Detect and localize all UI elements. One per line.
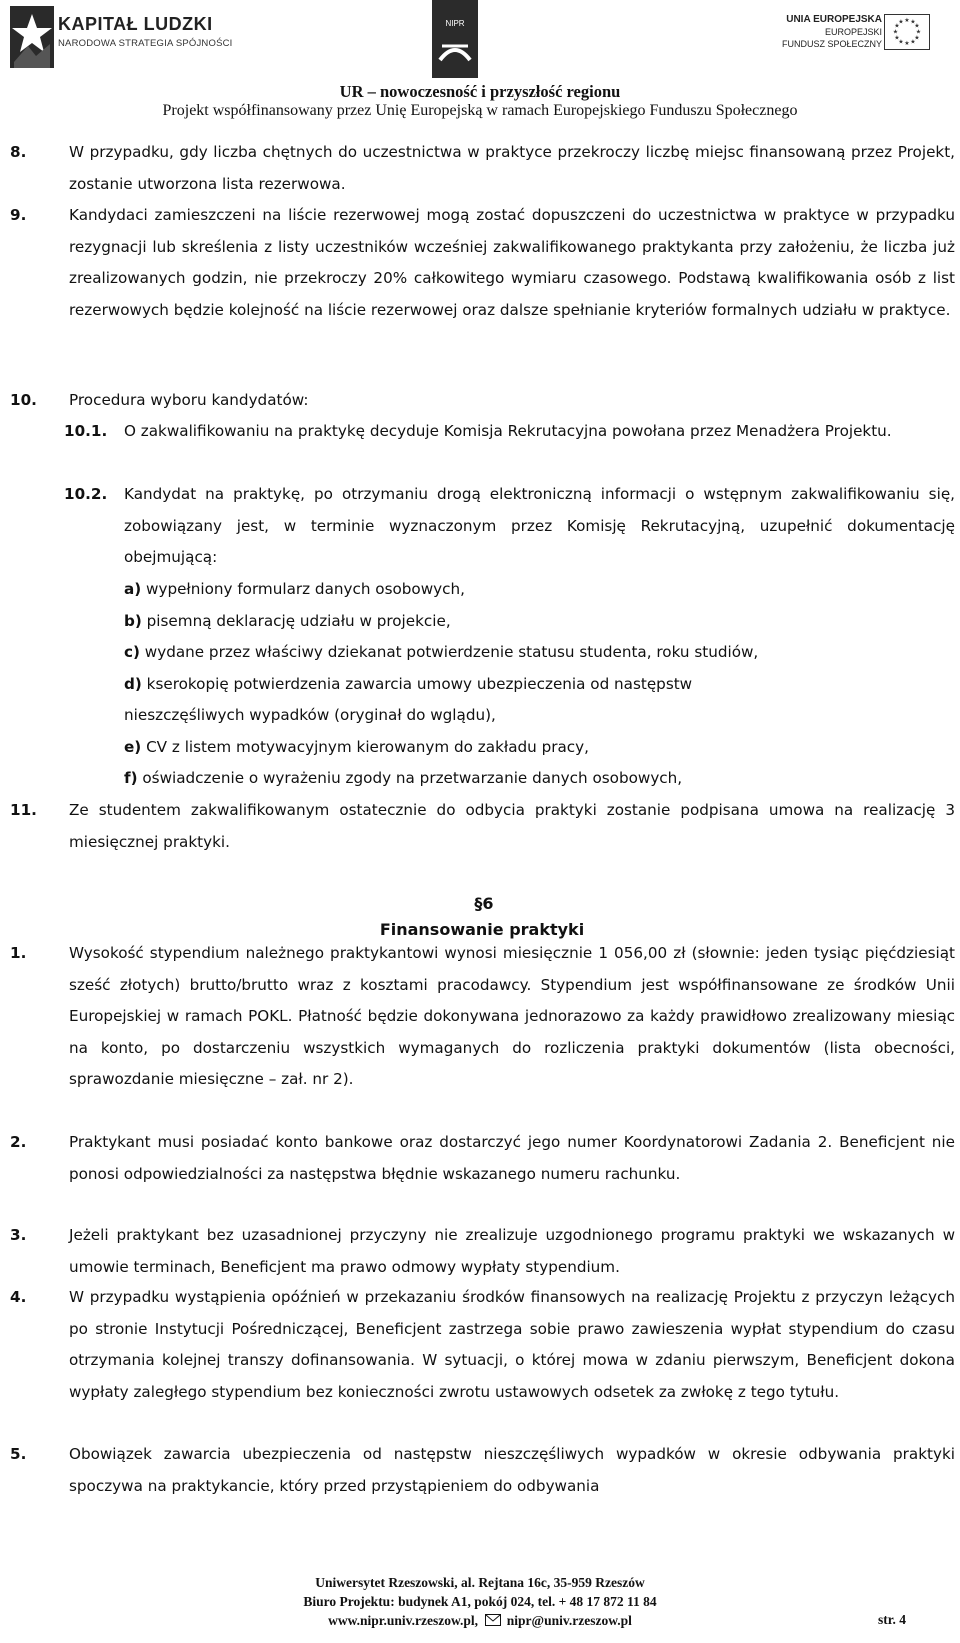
list-item-d-continued: nieszczęśliwych wypadków (oryginał do wglądu), [124,706,496,724]
footer-address: Uniwersytet Rzeszowski, al. Rejtana 16c, 35-959 Rzeszów [315,1575,645,1590]
kl-subtitle: NARODOWA STRATEGIA SPÓJNOŚCI [58,38,233,49]
subparagraph-text: O zakwalifikowaniu na praktykę decyduje Komisja Rekrutacyjna powołana przez Menadżera Projektu. [124,422,892,440]
paragraph-number: 9. [10,206,27,224]
kl-title: KAPITAŁ LUDZKI [58,14,213,34]
svg-text:★: ★ [894,34,900,42]
page-number: str. 4 [878,1612,907,1627]
paragraph-number: 4. [10,1288,27,1306]
list-item-c: c) wydane przez właściwy dziekanat potwierdzenie statusu studenta, roku studiów, [124,643,759,661]
paragraph-number: 11. [10,801,37,819]
list-item-e: e) CV z listem motywacyjnym kierowanym do zakładu pracy, [124,738,589,756]
header-cofinancing: Projekt współfinansowany przez Unię Europejską w ramach Europejskiego Funduszu Społecznego [162,102,798,119]
svg-text:★: ★ [904,40,910,47]
paragraph-text: Ze studentem zakwalifikowanym ostatecznie do odbycia praktyki zostanie podpisana umowa na realizację 3 miesięcznej praktyki. [69,801,955,851]
svg-text:★: ★ [904,17,910,24]
paragraph-text: Wysokość stypendium należnego praktykantowi wynosi miesięcznie 1 056,00 zł (słownie: jeden tysiąc pięćdziesiąt sześć złotych) brutto/brutto wraz z kosztami pracodawcy. Stypendium jest współfinansowane ze środków Unii Europejskiej w ramach POKL. Płatność będzie dokonywana jednorazowo za każdy prawidłowo zrealizowany miesiąc na konto, po dostarczeniu wszystkich wymaganych do rozliczenia praktyki dokumentów (lista obecności, sprawozdanie miesięczne – zał. nr 2). [69,944,955,1089]
svg-text:★: ★ [915,28,922,36]
paragraph-number: 3. [10,1226,27,1244]
paragraph-number: 2. [10,1133,27,1151]
page-header [0,0,960,120]
paragraph-number: 8. [10,143,27,161]
paragraph-text: Jeżeli praktykant bez uzasadnionej przyczyny nie zrealizuje uzgodnionego programu praktyki we wskazanych w umowie terminach, Beneficjent ma prawo odmowy wypłaty stypendium. [69,1226,955,1276]
mail-icon [485,1614,501,1626]
svg-text:★: ★ [910,18,916,26]
list-item-b: b) pisemną deklarację udziału w projekcie, [124,612,451,630]
eu-line1: UNIA EUROPEJSKA [786,14,882,25]
nipr-logo-text: NIPR [445,19,465,28]
svg-text:★: ★ [898,18,904,26]
eu-line3: FUNDUSZ SPOŁECZNY [782,39,883,49]
paragraph-number: 5. [10,1445,27,1463]
paragraph-text: Obowiązek zawarcia ubezpieczenia od następstw nieszczęśliwych wypadków w okresie odbywania praktyki spoczywa na praktykancie, który przed przystąpieniem do odbywania [69,1445,955,1495]
list-item-d: d) kserokopię potwierdzenia zawarcia umowy ubezpieczenia od następstw [124,675,693,693]
paragraph-text: Kandydaci zamieszczeni na liście rezerwowej mogą zostać dopuszczeni do uczestnictwa w praktyce w przypadku rezygnacji lub skreślenia z listy uczestników wcześniej zakwalifikowanego praktykanta przy założeniu, że liczba już zrealizowanych godzin, nie przekroczy 20% całkowitego wymiaru czasowego. Podstawą kwalifikowania osób z list rezerwowych będzie kolejność na liście rezerwowej oraz dalsze spełnianie kryteriów formalnych udziału w praktyce. [69,206,955,319]
svg-text:★: ★ [914,22,920,30]
svg-text:★: ★ [914,34,920,42]
footer-email-link[interactable]: nipr@univ.rzeszow.pl [506,1613,632,1628]
eu-line2: EUROPEJSKI [824,27,882,37]
footer-office: Biuro Projektu: budynek A1, pokój 024, tel. + 48 17 872 11 84 [303,1594,657,1609]
footer-contact [0,1611,960,1630]
kapital-ludzki-wordmark [58,14,233,49]
paragraph-number: 10. [10,391,37,409]
subparagraph-number: 10.2. [64,485,108,503]
nipr-logo [432,0,478,78]
subparagraph-text: Kandydat na praktykę, po otrzymaniu drogą elektroniczną informacji o wstępnym zakwalifikowaniu się, zobowiązany jest, w terminie wyznaczonym przez Komisję Rekrutacyjną, uzupełnić dokumentację obejmującą: [124,485,955,567]
section-title: Finansowanie praktyki [379,920,585,939]
paragraph-text: Procedura wyboru kandydatów: [69,391,309,409]
list-item-a: a) wypełniony formularz danych osobowych, [124,580,465,598]
paragraph-text: W przypadku, gdy liczba chętnych do uczestnictwa w praktyce przekroczy liczbę miejsc finansowaną przez Projekt, zostanie utworzona lista rezerwowa. [69,143,955,193]
header-slogan: UR – nowoczesność i przyszłość regionu [339,82,621,101]
svg-text:★: ★ [898,38,904,46]
list-item-f: f) oświadczenie o wyrażeniu zgody na przetwarzanie danych osobowych, [124,769,683,787]
paragraph-text: W przypadku wystąpienia opóźnień w przekazaniu środków finansowych na realizację Projektu z przyczyn leżących po stronie Instytucji Pośredniczącej, Beneficjent zastrzega sobie prawo zawieszenia wypłat stypendium do czasu otrzymania kolejnej transzy dofinansowania. W sytuacji, o której mowa w zdaniu pierwszym, Beneficjent dokona wypłaty zaległego stypendium bez konieczności zwrotu ustawowych odsetek za zwłokę z tego tytułu. [69,1288,955,1401]
eu-wordmark [782,14,882,50]
paragraph-text: Praktykant musi posiadać konto bankowe oraz dostarczyć jego numer Koordynatorowi Zadania 2. Beneficjent nie ponosi odpowiedzialności za następstwa błędnie wskazanego numeru rachunku. [69,1133,955,1183]
section-symbol: §6 [474,894,494,913]
eu-flag-icon [884,14,930,50]
svg-text:★: ★ [894,22,900,30]
svg-text:★: ★ [892,28,899,36]
footer-website-link[interactable]: www.nipr.univ.rzeszow.pl, [328,1613,479,1628]
subparagraph-number: 10.1. [64,422,108,440]
svg-text:★: ★ [910,38,916,46]
paragraph-number: 1. [10,944,27,962]
